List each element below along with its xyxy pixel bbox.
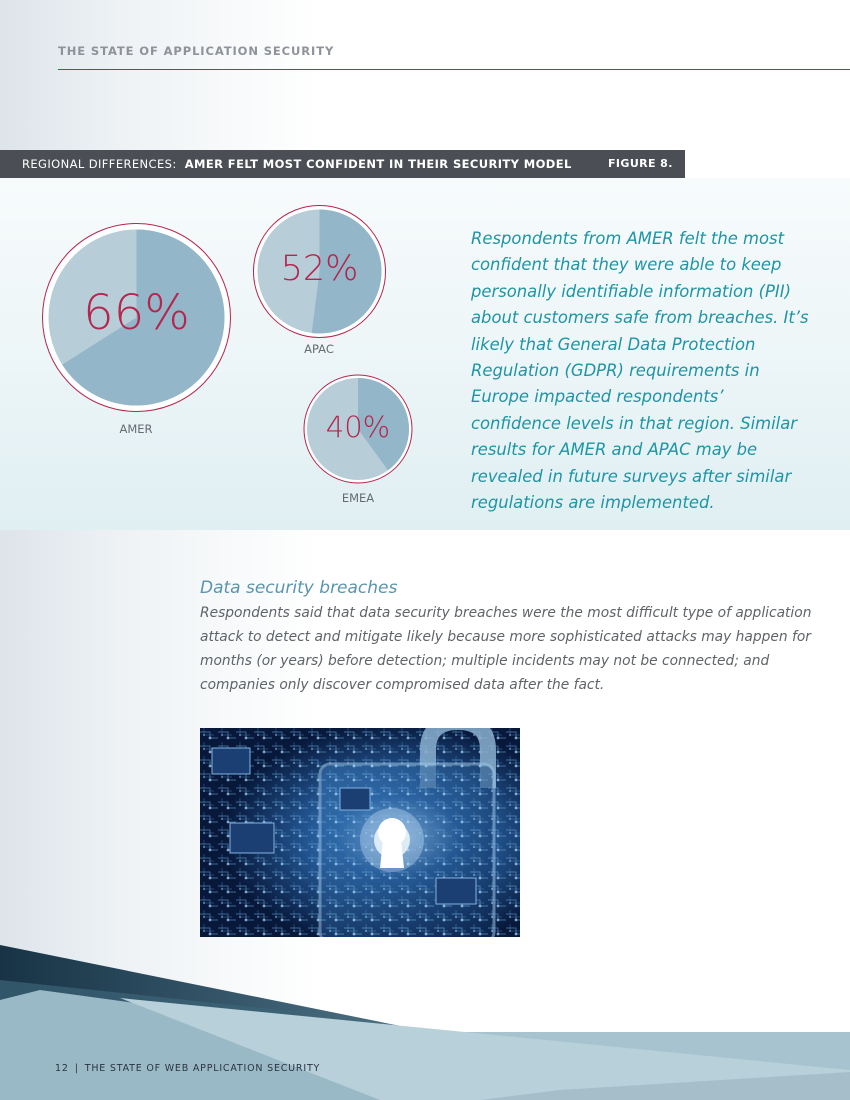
pie-apac-percent: 52% xyxy=(280,249,359,289)
header-divider xyxy=(58,69,850,70)
figure-number: FIGURE 8. xyxy=(608,157,673,170)
pie-amer xyxy=(42,223,231,412)
pie-emea-region-label: EMEA xyxy=(341,491,375,505)
figure-title-bar xyxy=(0,150,685,178)
padlock-illustration xyxy=(200,728,520,937)
running-header: THE STATE OF APPLICATION SECURITY xyxy=(58,44,335,58)
figure-title-lead: REGIONAL DIFFERENCES: xyxy=(22,157,177,171)
footer-decoration xyxy=(0,940,850,1100)
pie-apac-region-label: APAC xyxy=(304,342,334,356)
section-heading: Data security breaches xyxy=(200,578,398,598)
section-paragraph: Respondents said that data security breaches were the most difficult type of application attack to detect and mitigate likely because more sophisticated attacks may happen for months (or years) before detection; multiple incidents may not be connected; and companies only discover compromised data after the fact. xyxy=(200,605,812,693)
pie-emea-percent: 40% xyxy=(325,410,391,444)
circuit-board-padlock-image xyxy=(200,728,520,937)
figure-title xyxy=(22,150,572,178)
page-footer xyxy=(55,1063,320,1074)
pie-amer-region-label: AMER xyxy=(119,422,153,436)
footer-title: THE STATE OF WEB APPLICATION SECURITY xyxy=(84,1063,321,1074)
pie-apac xyxy=(253,205,386,338)
footer-separator: | xyxy=(74,1063,79,1074)
figure-title-emphasis: AMER FELT MOST CONFIDENT IN THEIR SECURITY MODEL xyxy=(184,157,572,171)
pie-amer-percent: 66% xyxy=(83,285,190,341)
pie-emea xyxy=(303,374,413,484)
figure-callout-text: Respondents from AMER felt the most confident that they were able to keep personally identifiable information (PII) about customers safe from breaches. It’s likely that General Data Protection Regulation (GDPR) requirements in Europe impacted respondents’ confidence levels in that region. Similar results for AMER and APAC may be revealed in future surveys after similar regulations are implemented. xyxy=(471,229,809,513)
page-number: 12 xyxy=(55,1063,69,1074)
